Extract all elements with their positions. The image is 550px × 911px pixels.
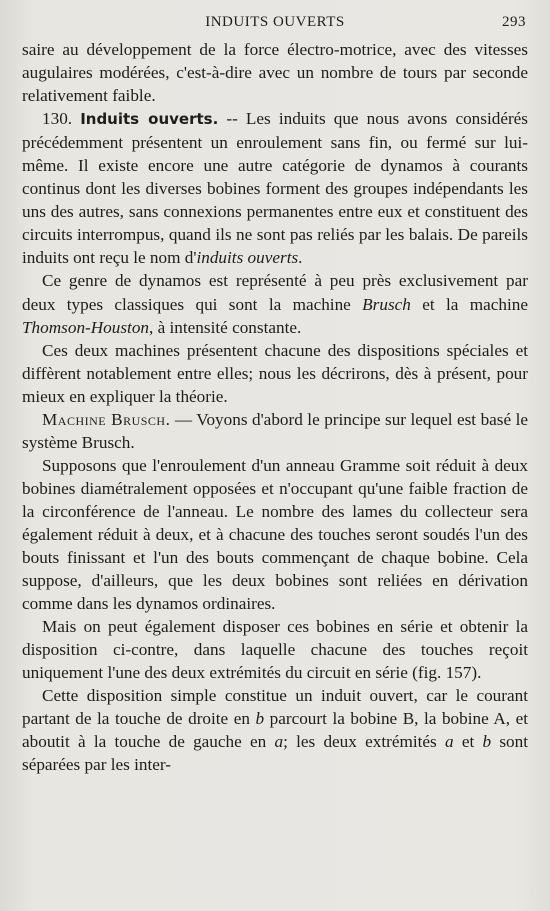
paragraph-continued: saire au développement de la force électro-motrice, avec des vitesses augulaires modérées, c'est-à-dire avec un nombre de tours par seconde relativement faible. [22, 40, 528, 106]
italic-term: Thomson-Houston [22, 317, 150, 337]
paragraph-text: sont séparées par les inter- [22, 732, 528, 775]
paragraph-machines: Ces deux machines présentent chacune des dispositions spéciales et diffèrent notablement entre elles; nous les décrirons, dès à présent, pour mieux en expliquer la théorie. [22, 340, 528, 406]
paragraph-text: et [453, 732, 483, 752]
paragraph-text: ; les deux extrémités [283, 732, 445, 752]
italic-term: induits ouverts [196, 248, 299, 268]
italic-letter: a [444, 732, 454, 752]
paragraph-text: parcourt la bobine B, la bobine A, et aboutit à la touche de gauche en [22, 709, 528, 752]
paragraph-induits-ouverts [22, 107, 528, 269]
paragraph-text: -- Les induits que nous avons considérés précédemment présentent un enroulement sans fin, ou fermé sur lui-même. Il existe encore une autre catégorie de dynamos à courants continus dont les diverses bobines forment des groupes indépendants les uns des autres, sans connexions permanentes entre eux et constituent des circuits interrompus, quand ils ne sont pas reliés par les balais. De pareils induits ont reçu le nom d' [22, 109, 528, 268]
paragraph-disposition [22, 684, 528, 776]
paragraph-text: , à intensité constante. [149, 317, 302, 337]
paragraph-text: . [298, 248, 303, 268]
paragraph-gramme: Supposons que l'enroulement d'un anneau Gramme soit réduit à deux bobines diamétralement opposées et n'occupant qu'une faible fraction de la circonférence de l'anneau. Le nombre des lames du collecteur sera également réduit à deux, et à chacune des touches seront soudés l'un des bouts finissant et l'un des bouts commençant de chaque bobine. Cela suppose, d'ailleurs, que les deux bobines sont reliées en dérivation comme dans les dynamos ordinaires. [22, 455, 528, 614]
page-header [22, 10, 528, 38]
body-text [22, 38, 528, 777]
italic-letter: b [255, 709, 265, 729]
paragraph-text: Cette disposition simple constitue un induit ouvert, car le courant partant de la touche de droite en [22, 686, 528, 729]
italic-letter: a [274, 732, 284, 752]
paragraph-text: — Voyons d'abord le principe sur lequel est basé le système Brusch. [22, 409, 529, 452]
italic-letter: b [482, 732, 492, 752]
section-number: 130. [42, 109, 73, 129]
paragraph-text: et la machine [410, 294, 528, 314]
page-number: 293 [502, 14, 526, 30]
subsection-heading: Machine Brusch. [42, 409, 171, 429]
italic-term: Brusch [362, 294, 411, 314]
running-title: INDUITS OUVERTS [205, 14, 345, 30]
paragraph-machine-brusch [22, 408, 528, 454]
paragraph-text: Ce genre de dynamos est représenté à peu près exclusivement par deux types classiques qui sont la machine [22, 271, 528, 314]
paragraph-types [22, 269, 528, 338]
paragraph-serie: Mais on peut également disposer ces bobines en série et obtenir la disposition ci-contre, dans laquelle chacune des touches reçoit uniquement l'une des deux extrémités du circuit en série (fig. 157). [22, 617, 528, 683]
section-heading: Induits ouverts. [80, 110, 219, 129]
